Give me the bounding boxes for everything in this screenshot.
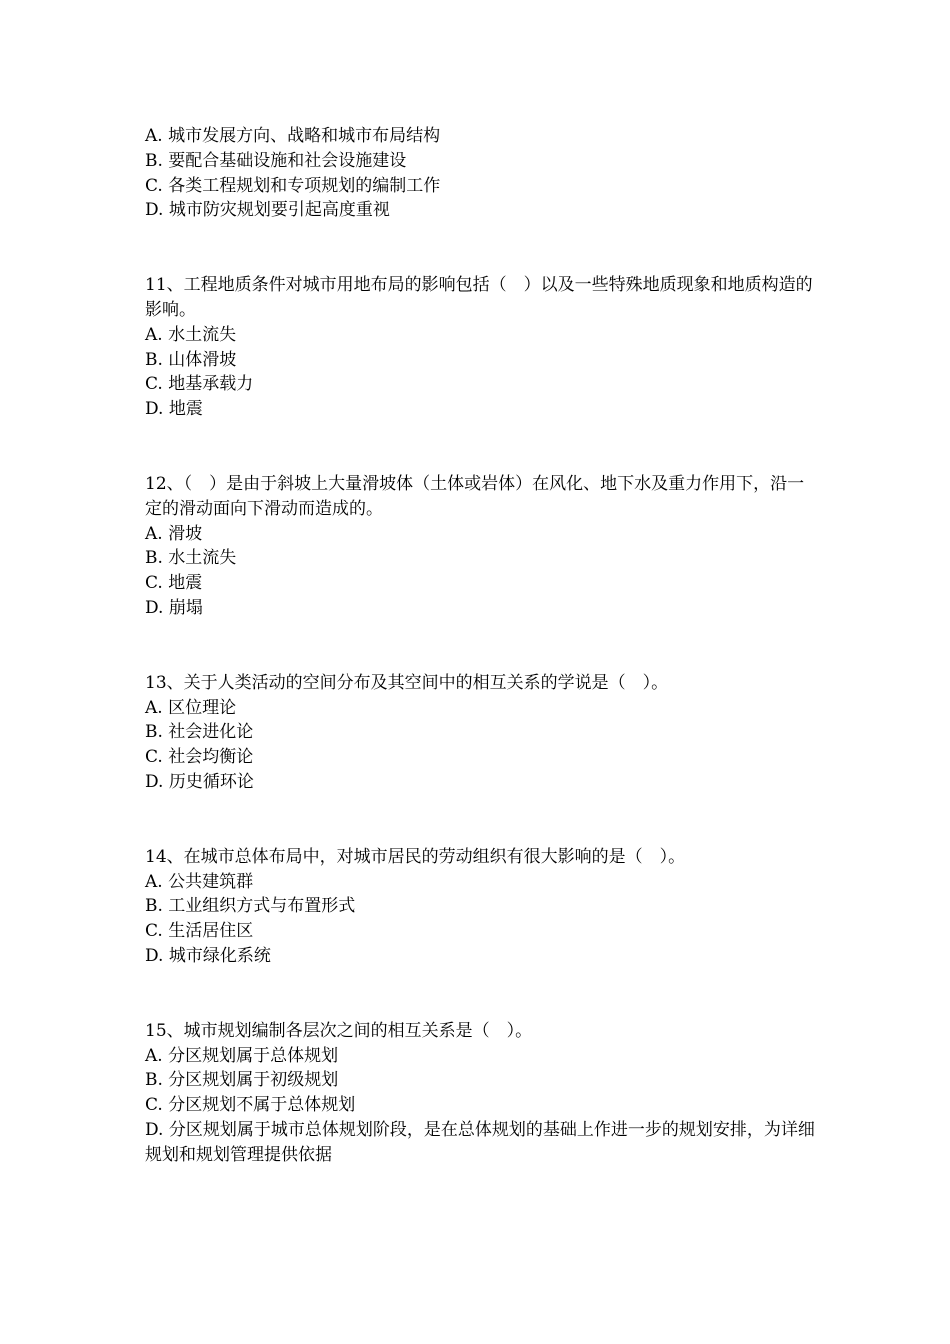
- option-a: A. 滑坡: [145, 523, 203, 544]
- question-stem: 13、关于人类活动的空间分布及其空间中的相互关系的学说是（ ）。: [145, 672, 669, 693]
- option-c: C. 地基承载力: [145, 374, 254, 395]
- option-a: A. 分区规划属于总体规划: [145, 1045, 339, 1066]
- option-c: C. 地震: [145, 573, 203, 594]
- question-block-12: [145, 472, 815, 621]
- option-d: D. 历史循环论: [145, 771, 254, 792]
- question-stem: 11、工程地质条件对城市用地布局的影响包括（ ）以及一些特殊地质现象和地质构造的影响。: [145, 275, 813, 320]
- question-stem: 12、（ ）是由于斜坡上大量滑坡体（土体或岩体）在风化、地下水及重力作用下，沿一定的滑动面向下滑动而造成的。: [145, 473, 805, 519]
- option-c: C. 社会均衡论: [145, 747, 254, 768]
- option-b: B. 山体滑坡: [145, 349, 237, 370]
- option-a: A. 水土流失: [145, 324, 237, 345]
- option-d: D. 分区规划属于城市总体规划阶段，是在总体规划的基础上作进一步的规划安排，为详细规划和规划管理提供依据: [145, 1119, 815, 1165]
- option-a: A. 城市发展方向、战略和城市布局结构: [145, 126, 441, 146]
- spacer: [145, 795, 815, 845]
- option-b: B. 水土流失: [145, 548, 237, 569]
- spacer: [145, 621, 815, 671]
- question-block-15: [145, 1019, 815, 1168]
- question-block-11: [145, 273, 815, 422]
- question-stem: 14、在城市总体布局中，对城市居民的劳动组织有很大影响的是（ ）。: [145, 846, 686, 867]
- question-block-10-options: [145, 124, 815, 223]
- question-block-14: [145, 845, 815, 969]
- option-a: A. 公共建筑群: [145, 871, 254, 892]
- spacer: [145, 223, 815, 273]
- question-block-13: [145, 671, 815, 795]
- option-b: B. 分区规划属于初级规划: [145, 1070, 339, 1091]
- spacer: [145, 422, 815, 472]
- option-c: C. 生活居住区: [145, 921, 254, 942]
- option-d: D. 城市绿化系统: [145, 945, 271, 966]
- option-c: C. 各类工程规划和专项规划的编制工作: [145, 175, 441, 196]
- spacer: [145, 969, 815, 1019]
- document-page: [145, 124, 815, 1168]
- option-d: D. 崩塌: [145, 597, 203, 618]
- option-b: B. 要配合基础设施和社会设施建设: [145, 150, 407, 171]
- option-d: D. 城市防灾规划要引起高度重视: [145, 200, 390, 221]
- question-stem: 15、城市规划编制各层次之间的相互关系是（ ）。: [145, 1020, 533, 1041]
- option-b: B. 工业组织方式与布置形式: [145, 896, 356, 917]
- option-c: C. 分区规划不属于总体规划: [145, 1095, 356, 1116]
- option-d: D. 地震: [145, 399, 203, 420]
- option-a: A. 区位理论: [145, 697, 237, 718]
- option-b: B. 社会进化论: [145, 722, 254, 743]
